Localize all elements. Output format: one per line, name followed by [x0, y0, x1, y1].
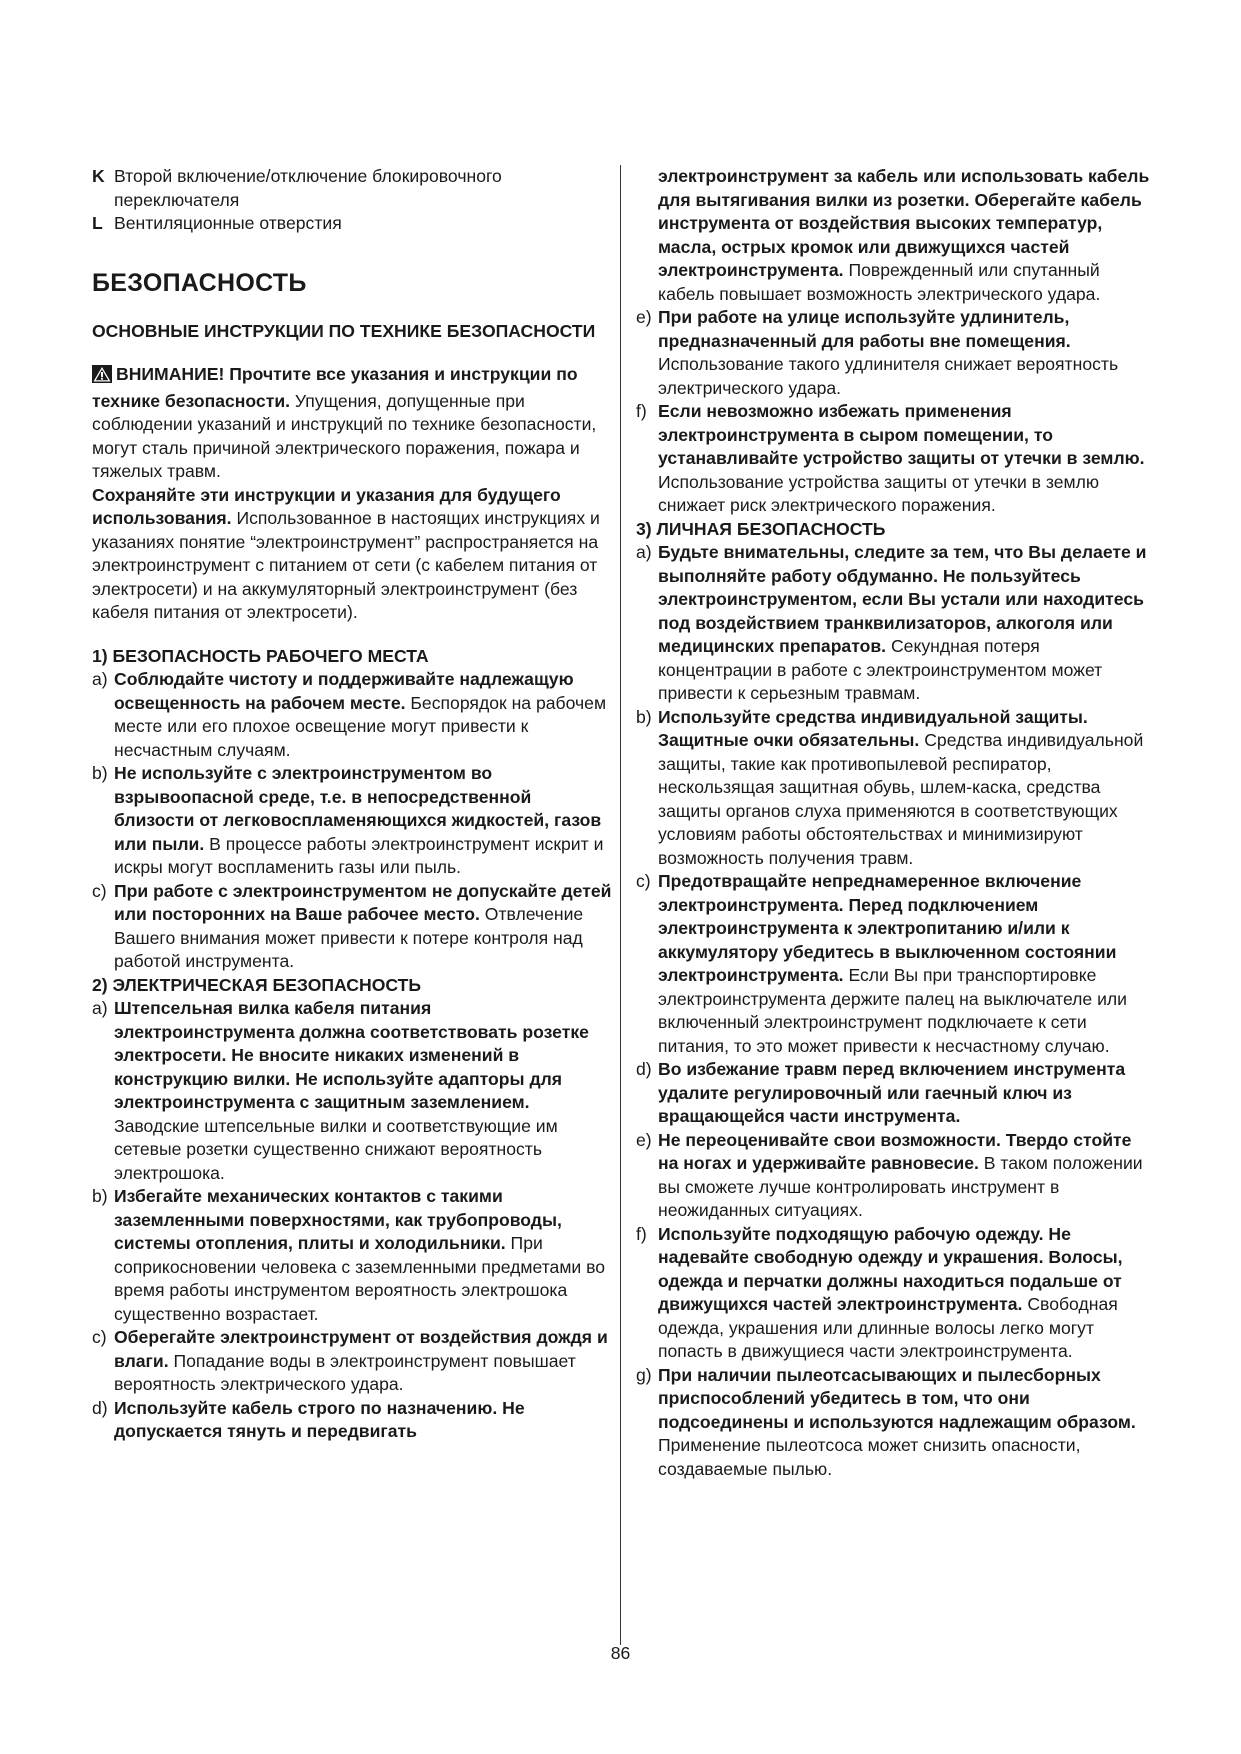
list-item [636, 1058, 1151, 1129]
list-item [636, 706, 1151, 871]
list-item [92, 1397, 615, 1444]
item-letter: a) [636, 542, 652, 562]
item-bold: Во избежание травм перед включением инструмента удалите регулировочный или гаечный ключ из вращающейся части инструмента. [658, 1059, 1126, 1126]
keep-instructions-paragraph [92, 484, 615, 625]
item-bold: Используйте кабель строго по назначению. Не допускается тянуть и передвигать [114, 1397, 525, 1441]
column-divider [620, 165, 621, 1645]
list-item [636, 541, 1151, 706]
left-column [92, 165, 615, 1444]
item-bold: Используйте подходящую рабочую одежду. Не надевайте свободную одежду и украшения. Волосы, одежда и перчатки должны находиться подальше от движущихся частей электроинструмента. [658, 1223, 1123, 1314]
list-item [636, 1364, 1151, 1482]
item-letter: c) [92, 1327, 107, 1347]
legend-item-l [92, 212, 615, 236]
list-item [92, 997, 615, 1185]
item-bold: Не переоценивайте свои возможности. Твердо стойте на ногах и удерживайте равновесие. [658, 1129, 1132, 1173]
warning-triangle-icon [92, 365, 112, 390]
item-text: Беспорядок на рабочем месте или его плохое освещение могут привести к несчастным случаям. [114, 692, 607, 760]
list-item [636, 1223, 1151, 1364]
list-item [92, 880, 615, 974]
item-text: При соприкосновении человека с заземленными предметами во время работы инструментом вероятность электрошока существенно возрастает. [114, 1233, 606, 1324]
item-letter: b) [92, 763, 108, 783]
item-letter: e) [636, 1129, 652, 1150]
section-subtitle: ОСНОВНЫЕ ИНСТРУКЦИИ ПО ТЕХНИКЕ БЕЗОПАСНОСТИ [92, 320, 596, 341]
item-bold: Не используйте с электроинструментом во взрывоопасной среде, т.е. в непосредственной близости от легковоспламеняющихся жидкостей, газов или пыли. [114, 763, 602, 854]
item-bold: Штепсельная вилка кабеля питания электроинструмента должна соответствовать розетке электросети. Не вносите никаких изменений в конструкцию вилки. Не используйте адапторы для электроинструмента с защитным заземлением. [114, 998, 589, 1112]
item-letter: f) [636, 401, 647, 421]
item-text: Применение пылеотсоса может снизить опасности, создаваемые пылью. [658, 1435, 1081, 1479]
item-text: Заводские штепсельные вилки и соответствующие им сетевые розетки существенно снижают вероятность электрошока. [114, 1115, 558, 1183]
item-bold: Оберегайте электроинструмент от воздействия дождя и влаги. [114, 1327, 608, 1371]
item-bold: Используйте средства индивидуальной защиты. Защитные очки обязательны. [658, 706, 1088, 750]
item-text: Секундная потеря концентрации в работе с электроинструментом может привести к серьезным травмам. [658, 636, 1103, 703]
legend-text: Вентиляционные отверстия [114, 213, 342, 233]
item-letter: a) [92, 998, 108, 1018]
legend-item-k [92, 165, 615, 212]
list-item [92, 1185, 615, 1326]
item-text: Использование устройства защиты от утечки в землю снижает риск электрического поражения. [658, 471, 1100, 515]
legend-text: Второй включение/отключение блокировочного переключателя [114, 166, 502, 210]
warning-paragraph [92, 363, 615, 484]
item-text: Попадание воды в электроинструмент повышает вероятность электрического удара. [114, 1350, 576, 1394]
item-letter: b) [636, 706, 652, 727]
item-letter: g) [636, 1364, 652, 1385]
section-1-heading: 1) БЕЗОПАСНОСТЬ РАБОЧЕГО МЕСТА [92, 645, 429, 666]
item-bold: Предотвращайте непреднамеренное включение электроинструмента. Перед подключением электроинструмента к электропитанию и/или к аккумулятору убедитесь в выключенном состоянии электроинструмента. [658, 871, 1117, 985]
section-2-heading: 2) ЭЛЕКТРИЧЕСКАЯ БЕЗОПАСНОСТЬ [92, 974, 422, 995]
item-letter: d) [92, 1397, 108, 1418]
list-item [92, 762, 615, 880]
item-bold: Будьте внимательны, следите за тем, что Вы делаете и выполняйте работу обдуманно. Не пользуйтесь электроинструментом, если Вы устали или находитесь под воздействием транквилизаторов, алкоголя или медицинских препаратов. [658, 542, 1147, 656]
item-letter: c) [636, 871, 651, 891]
keep-instructions-bold: Сохраняйте эти инструкции и указания для будущего использования. [92, 484, 561, 528]
item-letter: f) [636, 1223, 647, 1244]
item-bold: электроинструмент за кабель или использовать кабель для вытягивания вилки из розетки. Оберегайте кабель инструмента от воздействия высоких температур, масла, острых кромок или движущихся частей электроинструмента. [658, 166, 1150, 280]
warning-bold: ВНИМАНИЕ! Прочтите все указания и инструкции по технике безопасности. [92, 364, 578, 411]
legend-letter: K [92, 166, 105, 186]
list-item [636, 400, 1151, 518]
item-text: Средства индивидуальной защиты, такие как противопылевой респиратор, нескользящая защитная обувь, шлем-каска, средства защиты органов слуха применяются в соответствующих условиям работы обстоятельствах и минимизируют возможность получения травм. [658, 730, 1144, 868]
item-text: Отвлечение Вашего внимания может привести к потере контроля над работой инструмента. [114, 904, 584, 971]
item-bold: Избегайте механических контактов с такими заземленными поверхностями, как трубопроводы, системы отопления, плиты и холодильники. [114, 1186, 562, 1253]
item-text: В процессе работы электроинструмент искрит и искры могут воспламенить газы или пыль. [114, 833, 604, 877]
page-number: 86 [610, 1643, 631, 1663]
warning-text: Упущения, допущенные при соблюдении указаний и инструкций по технике безопасности, могут сталь причиной электрического поражения, пожара и тяжелых травм. [92, 390, 597, 481]
item-letter: a) [92, 669, 108, 689]
right-column [636, 165, 1151, 1481]
item-bold: При работе на улице используйте удлинитель, предназначенный для работы вне помещения. [658, 307, 1071, 351]
list-item [92, 668, 615, 762]
legend-letter: L [92, 213, 103, 233]
item-letter: c) [92, 880, 107, 901]
list-item-continued [636, 165, 1151, 306]
item-text: В таком положении вы сможете лучше контролировать инструмент в неожиданных ситуациях. [658, 1153, 1143, 1220]
item-bold: Если невозможно избежать применения электроинструмента в сыром помещении, то устанавливайте устройство защиты от утечки в землю. [658, 401, 1145, 468]
item-text: Использование такого удлинителя снижает вероятность электрического удара. [658, 354, 1119, 398]
section-3-heading: 3) ЛИЧНАЯ БЕЗОПАСНОСТЬ [636, 518, 886, 539]
list-item [636, 306, 1151, 400]
keep-instructions-text: Использованное в настоящих инструкциях и указаниях понятие “электроинструмент” распространяется на электроинструмент с питанием от сети (с кабелем питания от электросети) и на аккумуляторный электроинструмент (без кабеля питания от электросети). [92, 508, 600, 622]
item-bold: При работе с электроинструментом не допускайте детей или посторонних на Ваше рабочее место. [114, 880, 612, 924]
section-title: БЕЗОПАСНОСТЬ [92, 268, 307, 297]
list-item [636, 870, 1151, 1058]
item-letter: e) [636, 307, 652, 327]
list-item [92, 1326, 615, 1397]
item-letter: d) [636, 1059, 652, 1079]
item-text: Свободная одежда, украшения или длинные волосы легко могут попасть в движущиеся части электроинструмента. [658, 1294, 1118, 1361]
item-bold: При наличии пылеотсасывающих и пылесборных приспособлений убедитесь в том, что они подсоединены и используются надлежащим образом. [658, 1364, 1136, 1432]
item-bold: Соблюдайте чистоту и поддерживайте надлежащую освещенность на рабочем месте. [114, 669, 574, 713]
item-letter: b) [92, 1186, 108, 1206]
item-text: Поврежденный или спутанный кабель повышает возможность электрического удара. [658, 260, 1101, 304]
item-text: Если Вы при транспортировке электроинструмента держите палец на выключателе или включенный электроинструмент подключаете к сети питания, то это может привести к несчастному случаю. [658, 965, 1128, 1056]
list-item [636, 1129, 1151, 1223]
